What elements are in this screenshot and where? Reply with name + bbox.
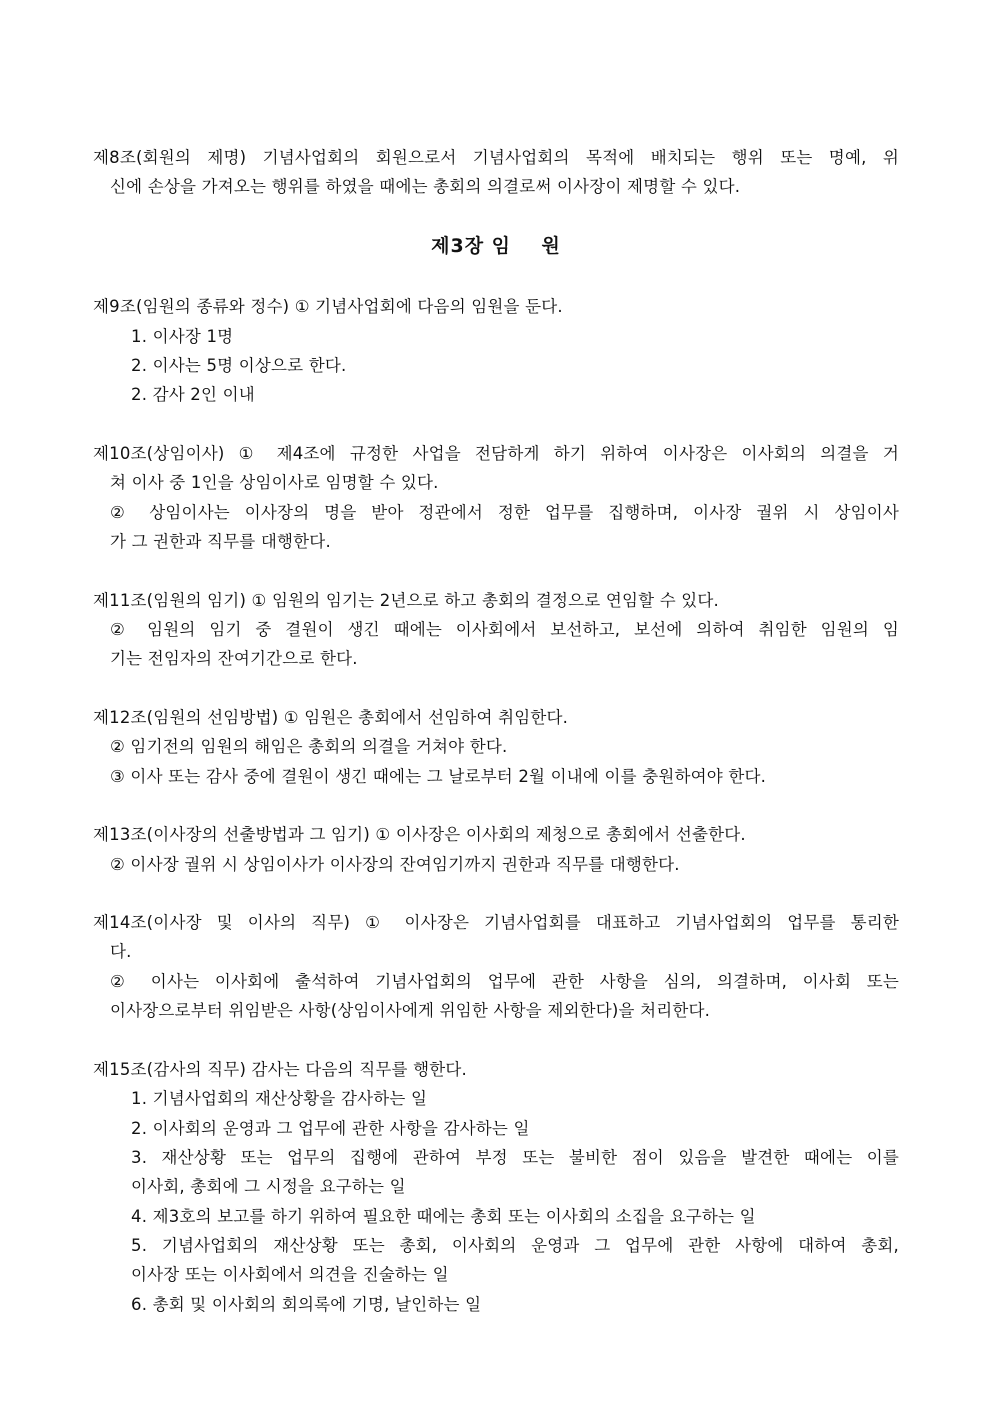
article-10-line-2: 쳐 이사 중 1인을 상임이사로 임명할 수 있다. <box>110 473 439 492</box>
article-15-heading: 제15조(감사의 직무) 감사는 다음의 직무를 행한다. <box>93 1060 467 1079</box>
chapter-title: 제3장 임 원 <box>431 235 561 257</box>
article-8-line-1: 제8조(회원의 제명) 기념사업회의 회원으로서 기념사업회의 목적에 배치되는 행위 또는 명예, 위 <box>93 148 899 167</box>
article-15-item-3: 3. 재산상황 또는 업무의 집행에 관하여 부정 또는 불비한 점이 있음을 발견한 때에는 이를 <box>131 1148 899 1167</box>
article-11-line-3: 기는 전임자의 잔여기간으로 한다. <box>110 649 358 668</box>
article-15-item-3-cont: 이사회, 총회에 그 시정을 요구하는 일 <box>131 1177 406 1196</box>
article-9-item: 1. 이사장 1명 <box>131 327 234 346</box>
article-15-item-1: 1. 기념사업회의 재산상황을 감사하는 일 <box>131 1089 428 1108</box>
article-14-line-2: 다. <box>110 942 132 961</box>
article-10-line-4: 가 그 권한과 직무를 대행한다. <box>110 532 331 551</box>
article-12-line-3: ③ 이사 또는 감사 중에 결원이 생긴 때에는 그 날로부터 2월 이내에 이를 충원하여야 한다. <box>110 767 767 786</box>
article-11-line-2: ② 임원의 임기 중 결원이 생긴 때에는 이사회에서 보선하고, 보선에 의하여 취임한 임원의 임 <box>110 620 899 639</box>
article-13-line-2: ② 이사장 궐위 시 상임이사가 이사장의 잔여임기까지 권한과 직무를 대행한다. <box>110 855 680 874</box>
article-11-line-1: 제11조(임원의 임기) ① 임원의 임기는 2년으로 하고 총회의 결정으로 연임할 수 있다. <box>93 591 720 610</box>
article-14-line-4: 이사장으로부터 위임받은 사항(상임이사에게 위임한 사항을 제외한다)을 처리한다. <box>110 1001 711 1020</box>
article-14-line-1: 제14조(이사장 및 이사의 직무) ① 이사장은 기념사업회를 대표하고 기념사업회의 업무를 통리한 <box>93 913 899 932</box>
article-10-line-3: ② 상임이사는 이사장의 명을 받아 정관에서 정한 업무를 집행하며, 이사장 궐위 시 상임이사 <box>110 503 899 522</box>
article-8-line-2: 신에 손상을 가져오는 행위를 하였을 때에는 총회의 의결로써 이사장이 제명할 수 있다. <box>110 177 741 196</box>
article-15-item-6: 6. 총회 및 이사회의 회의록에 기명, 날인하는 일 <box>131 1295 482 1314</box>
article-10-line-1: 제10조(상임이사) ① 제4조에 규정한 사업을 전담하게 하기 위하여 이사장은 이사회의 의결을 거 <box>93 444 899 463</box>
article-9-item: 2. 이사는 5명 이상으로 한다. <box>131 356 347 375</box>
article-15-item-5-cont: 이사장 또는 이사회에서 의견을 진술하는 일 <box>131 1265 449 1284</box>
article-12-line-1: 제12조(임원의 선임방법) ① 임원은 총회에서 선임하여 취임한다. <box>93 708 569 727</box>
article-12-line-2: ② 임기전의 임원의 해임은 총회의 의결을 거쳐야 한다. <box>110 737 508 756</box>
article-15-item-4: 4. 제3호의 보고를 하기 위하여 필요한 때에는 총회 또는 이사회의 소집을 요구하는 일 <box>131 1207 756 1226</box>
article-9-heading: 제9조(임원의 종류와 정수) ① 기념사업회에 다음의 임원을 둔다. <box>93 297 563 316</box>
article-14-line-3: ② 이사는 이사회에 출석하여 기념사업회의 업무에 관한 사항을 심의, 의결하며, 이사회 또는 <box>110 972 899 991</box>
article-15-item-5: 5. 기념사업회의 재산상황 또는 총회, 이사회의 운영과 그 업무에 관한 사항에 대하여 총회, <box>131 1236 899 1255</box>
article-9-item: 2. 감사 2인 이내 <box>131 385 255 404</box>
article-15-item-2: 2. 이사회의 운영과 그 업무에 관한 사항을 감사하는 일 <box>131 1119 530 1138</box>
article-13-line-1: 제13조(이사장의 선출방법과 그 임기) ① 이사장은 이사회의 제청으로 총회에서 선출한다. <box>93 825 746 844</box>
